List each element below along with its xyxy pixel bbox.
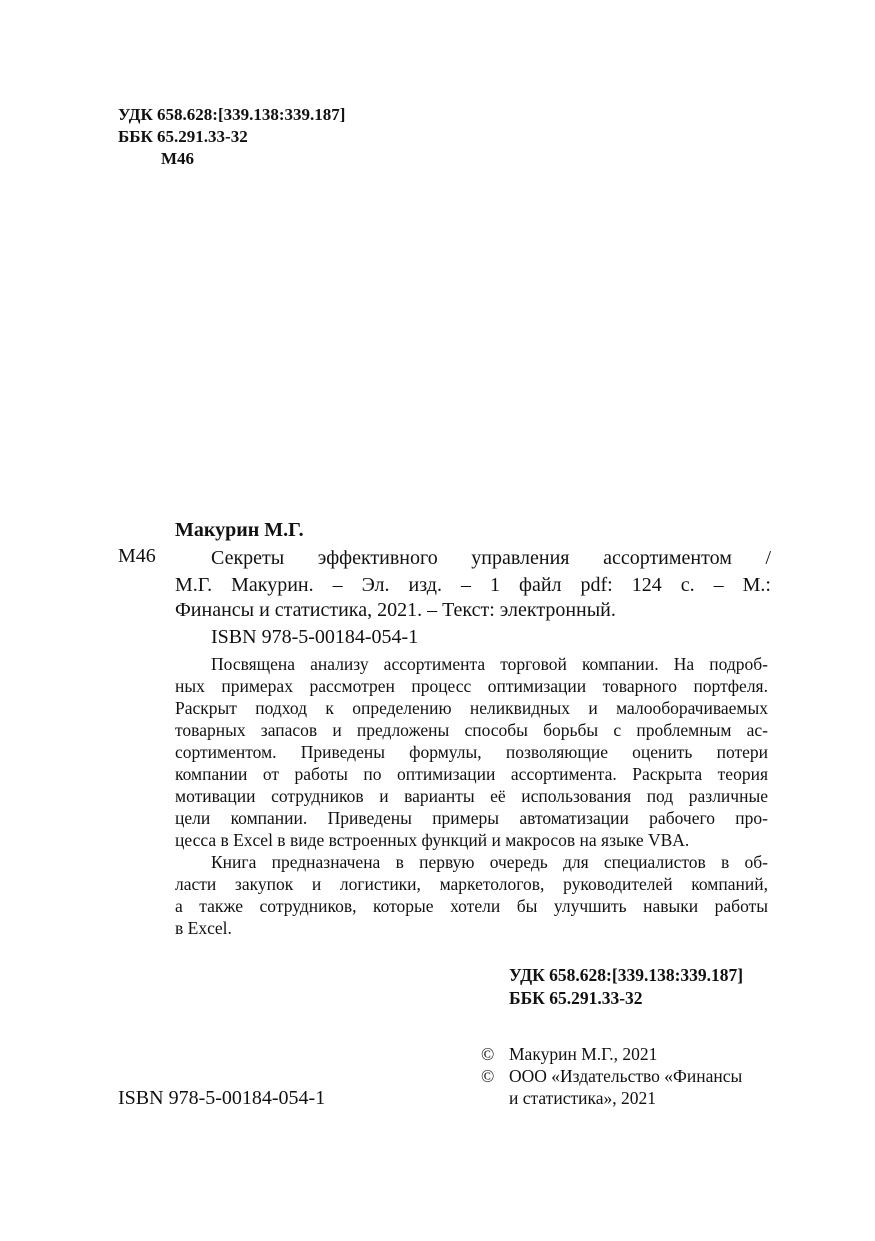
header-udk: УДК 658.628:[339.138:339.187] <box>118 105 346 124</box>
annotation-line: Посвящена анализу ассортимента торговой компании. На подроб- <box>211 654 768 674</box>
annotation-line: цели компании. Приведены примеры автоматизации рабочего про- <box>175 808 768 828</box>
annotation-line: а также сотрудников, которые хотели бы улучшить навыки работы <box>175 896 768 916</box>
annotation-line: мотивации сотрудников и варианты её использования под различные <box>175 786 768 806</box>
record-isbn: ISBN 978-5-00184-054-1 <box>211 626 419 648</box>
record-code: М46 <box>118 545 156 567</box>
header-bbk: ББК 65.291.33-32 <box>118 127 248 146</box>
annotation-line: ласти закупок и логистики, маркетологов, руководителей компаний, <box>175 874 768 894</box>
annotation-line: компании от работы по оптимизации ассортимента. Раскрыта теория <box>175 764 768 784</box>
copyright-icon: © <box>481 1066 495 1086</box>
copyright-author-text: Макурин М.Г., 2021 <box>509 1044 658 1064</box>
footer-udk: УДК 658.628:[339.138:339.187] <box>509 965 744 985</box>
copyright-publisher-continued: и статистика», 2021 <box>509 1088 656 1108</box>
record-description-line-3: Финансы и статистика, 2021. – Текст: электронный. <box>175 599 616 621</box>
annotation-line: Раскрыт подход к определению неликвидных и малооборачиваемых <box>175 698 768 718</box>
annotation-line: Книга предназначена в первую очередь для специалистов в об- <box>211 852 768 872</box>
annotation-line: цесса в Excel в виде встроенных функций и макросов на языке VBA. <box>175 830 690 850</box>
annotation-line: сортиментом. Приведены формулы, позволяющие оценить потери <box>175 742 768 762</box>
header-author-code: М46 <box>161 149 195 168</box>
copyright-author <box>481 1043 657 1065</box>
copyright-publisher-text: ООО «Издательство «Финансы <box>509 1066 743 1086</box>
record-description-line-2: М.Г. Макурин. – Эл. изд. – 1 файл pdf: 124 с. – М.: <box>175 574 771 596</box>
record-author: Макурин М.Г. <box>175 519 304 541</box>
annotation-line: ных примерах рассмотрен процесс оптимизации товарного портфеля. <box>175 676 768 696</box>
copyright-icon: © <box>481 1044 495 1064</box>
record-description-line-1: Секреты эффективного управления ассортиментом / <box>211 547 771 569</box>
footer-bbk: ББК 65.291.33-32 <box>509 988 643 1008</box>
annotation-line: товарных запасов и предложены способы борьбы с проблемным ас- <box>175 720 768 740</box>
footer-isbn: ISBN 978-5-00184-054-1 <box>118 1087 326 1109</box>
copyright-publisher <box>481 1065 742 1087</box>
annotation-line: в Excel. <box>175 918 232 938</box>
annotation <box>175 653 768 939</box>
